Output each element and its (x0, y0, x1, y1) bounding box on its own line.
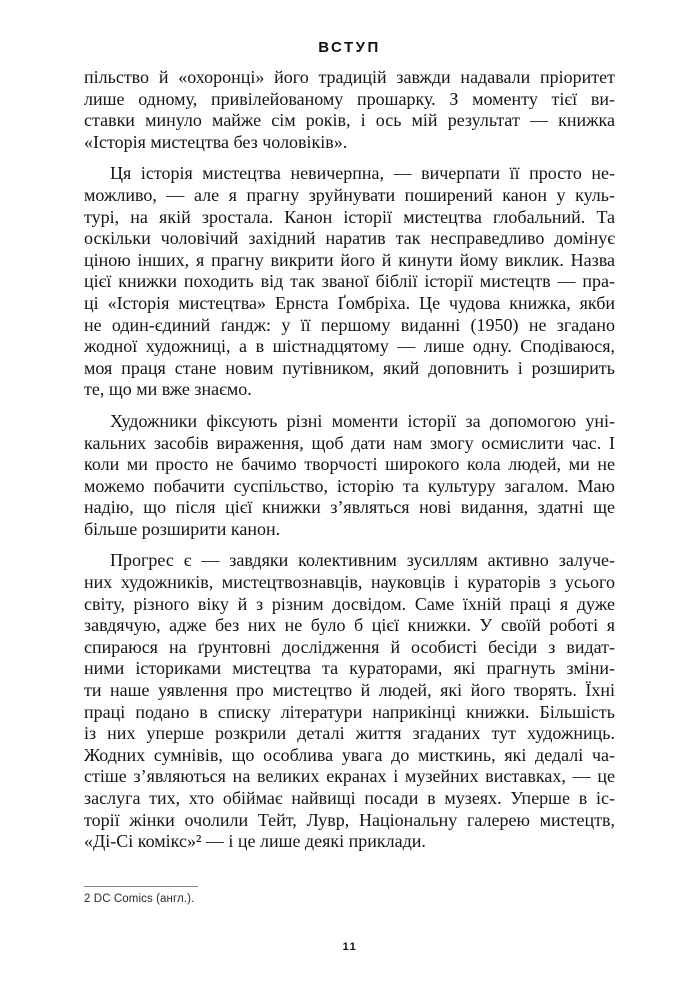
text-line: не один-єдиний ґандж: у її першому виданні (1950) не згадано (84, 314, 615, 335)
paragraph (84, 163, 615, 401)
text-line: ставки минуло майже сім років, і ось мій результат — книжка (84, 110, 615, 131)
text-line: стіше з’являються на великих екранах і музейних виставках, — це (84, 766, 615, 787)
text-line: надію, що після цієї книжки з’являться нові видання, здатні ще (84, 497, 615, 518)
text-line: можемо побачити суспільство, історію та культуру загалом. Маю (84, 475, 615, 496)
text-line: можливо, — але я прагну зруйнувати поширений канон у куль- (84, 184, 615, 205)
text-line: пільство й «охоронці» його традицій завжди надавали пріоритет (84, 67, 615, 87)
text-line: Жодних сумнівів, що особлива увага до мисткинь, які дедалі ча- (84, 744, 615, 765)
text-line: спираюся на ґрунтовні дослідження й особисті бесіди з видат- (84, 636, 615, 657)
text-line: заслуга тих, хто обіймає найвищі посади в музеях. Уперше в іс- (84, 788, 615, 808)
text-line: турі, на якій зростала. Канон історії мистецтва глобальний. Та (84, 206, 615, 227)
text-line: ними істориками мистецтва та кураторами, які прагнуть зміни- (84, 658, 615, 679)
text-line: кальних засобів вираження, щоб дати нам змогу осмислити час. І (84, 432, 615, 453)
text-line: ти наше уявлення про мистецтво й людей, які його творять. Їхні (84, 680, 615, 701)
text-line: Ця історія мистецтва невичерпна, — вичерпати її просто не- (110, 163, 615, 184)
page-title: ВСТУП (318, 39, 381, 56)
text-line: коли ми просто не бачимо творчості широкого кола людей, ми не (84, 454, 615, 475)
text-line: моя праця стане новим путівником, який доповнить і розширить (84, 357, 615, 378)
text-line: більше розширити канон. (84, 518, 281, 539)
paragraph (84, 411, 615, 541)
text-line: Прогрес є — завдяки колективним зусиллям активно залуче- (110, 550, 615, 571)
text-line: «Ді-Сі комікс»² — і це лише деякі приклади. (84, 831, 426, 852)
text-line: із них уперше розкрили деталі життя згаданих тут художниць. (84, 723, 615, 744)
page-number: 11 (342, 941, 358, 953)
text-line: Художники фіксують різні моменти історії за допомогою уні- (110, 410, 615, 431)
text-line: лише одному, привілейованому прошарку. З моменту тієї ви- (84, 88, 615, 109)
text-line: ціною інших, я прагну викрити його й кинути йому виклик. Назва (84, 249, 615, 270)
text-line: те, що ми вже знаємо. (84, 379, 252, 400)
text-line: оскільки чоловічий західний наратив так несправедливо домінує (84, 228, 615, 249)
text-line: них художників, мистецтвознавців, науковців і кураторів з усього (84, 572, 615, 593)
footnote: 2 DC Comics (англ.). (84, 893, 195, 905)
body-text (84, 67, 615, 853)
text-line: світу, різного віку й з різним досвідом. Саме їхній праці я дуже (84, 593, 615, 614)
text-line: завдячую, адже без них не було б цієї книжки. У своїй роботі я (84, 615, 615, 636)
text-line: торії жінки очолили Тейт, Лувр, Національну галерею мистецтв, (84, 809, 615, 830)
text-line: праці подано в списку літератури наприкінці книжки. Більшість (84, 701, 615, 722)
paragraph (84, 550, 615, 852)
paragraph (84, 67, 615, 153)
text-line: ці «Історія мистецтва» Ернста Ґомбріха. Це чудова книжка, якби (84, 292, 615, 313)
text-line: жодної художниці, а в шістнадцятому — лише одну. Сподіваюся, (84, 336, 615, 357)
footnote-rule (84, 886, 198, 887)
text-line: цієї книжки походить від так званої біблії історії мистецтв — пра- (84, 271, 615, 292)
text-line: «Історія мистецтва без чоловіків». (84, 131, 348, 152)
